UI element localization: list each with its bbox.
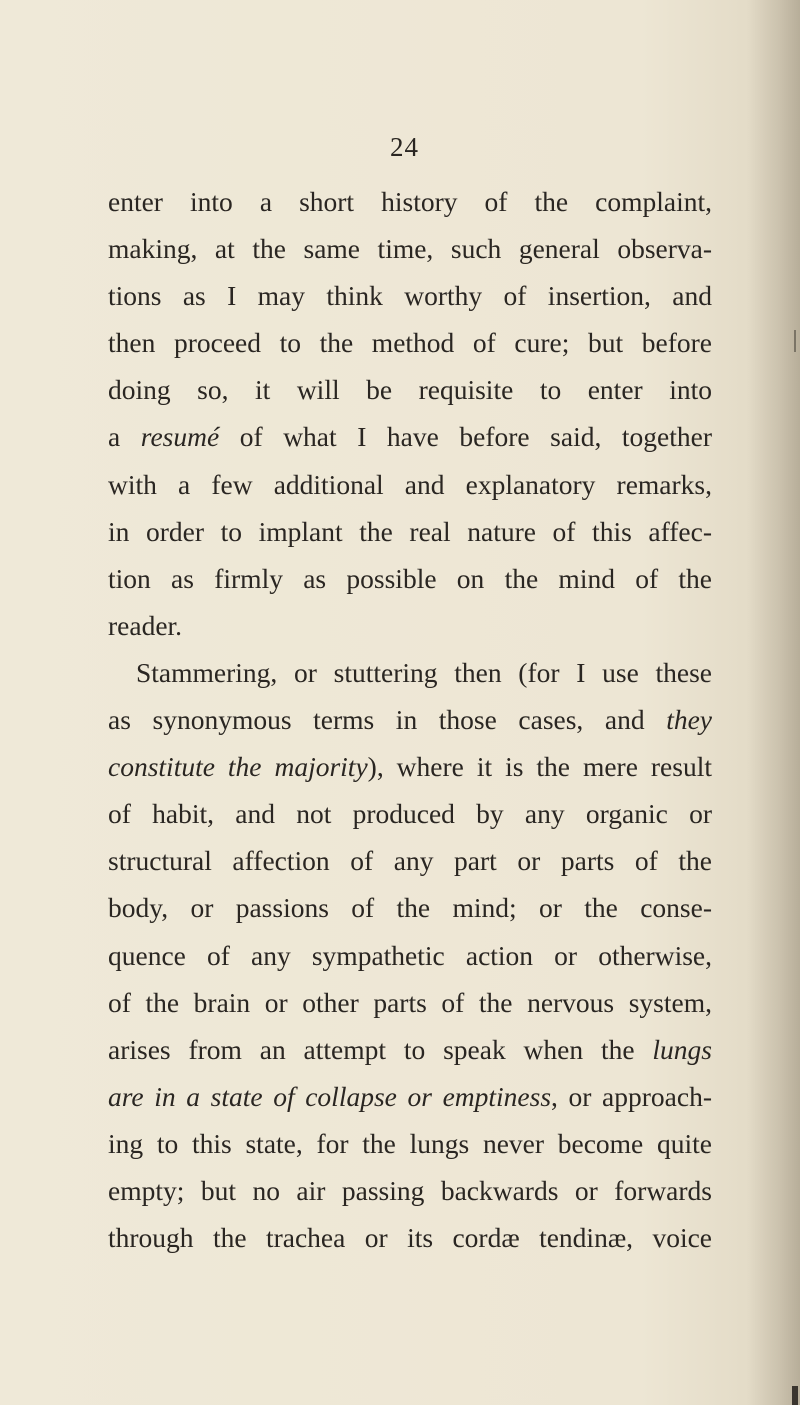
italic-term: resumé — [140, 421, 220, 453]
text-line: tions as I may think worthy of insertion, and — [108, 280, 712, 312]
text-line: doing so, it will be requisite to enter into — [108, 374, 712, 406]
text-line: tion as firmly as possible on the mind of the — [108, 562, 712, 594]
text-line: of the brain or other parts of the nervous system, — [108, 986, 712, 1018]
text-line: making, at the same time, such general observa- — [108, 233, 712, 265]
text-line: a resumé of what I have before said, together — [108, 421, 712, 453]
text-line: arises from an attempt to speak when the lungs — [108, 1033, 712, 1065]
text-line: are in a state of collapse or emptiness, or approach- — [108, 1080, 712, 1112]
text-line: through the trachea or its cordæ tendinæ, voice — [108, 1222, 712, 1254]
text-line: of habit, and not produced by any organic or — [108, 798, 712, 830]
italic-term: lungs — [652, 1033, 712, 1065]
text-line: constitute the majority), where it is the mere result — [108, 751, 712, 783]
italic-term: are in a state of collapse or emptiness — [108, 1080, 552, 1112]
edge-mark — [792, 1386, 798, 1405]
text-line: enter into a short history of the complaint, — [108, 186, 712, 217]
body-text — [108, 178, 712, 1261]
italic-term: constitute the majority — [108, 751, 368, 783]
page-number: 24 — [390, 132, 419, 162]
text-line: Stammering, or stuttering then (for I use these — [136, 656, 712, 688]
text-line: empty; but no air passing backwards or forwards — [108, 1174, 712, 1206]
page-edge-shadow — [748, 0, 800, 1405]
text-line: structural affection of any part or parts of the — [108, 845, 712, 877]
text-line: as synonymous terms in those cases, and they — [108, 704, 712, 736]
text-line: then proceed to the method of cure; but before — [108, 327, 712, 359]
text-line: ing to this state, for the lungs never become quite — [108, 1127, 712, 1159]
text-line: in order to implant the real nature of this affec- — [108, 515, 712, 547]
italic-term: they — [666, 704, 712, 736]
text-line: quence of any sympathetic action or otherwise, — [108, 939, 712, 971]
text-line: with a few additional and explanatory remarks, — [108, 468, 712, 500]
text-line: reader. — [108, 609, 183, 641]
edge-mark — [794, 330, 796, 352]
text-line: body, or passions of the mind; or the conse- — [108, 892, 712, 924]
